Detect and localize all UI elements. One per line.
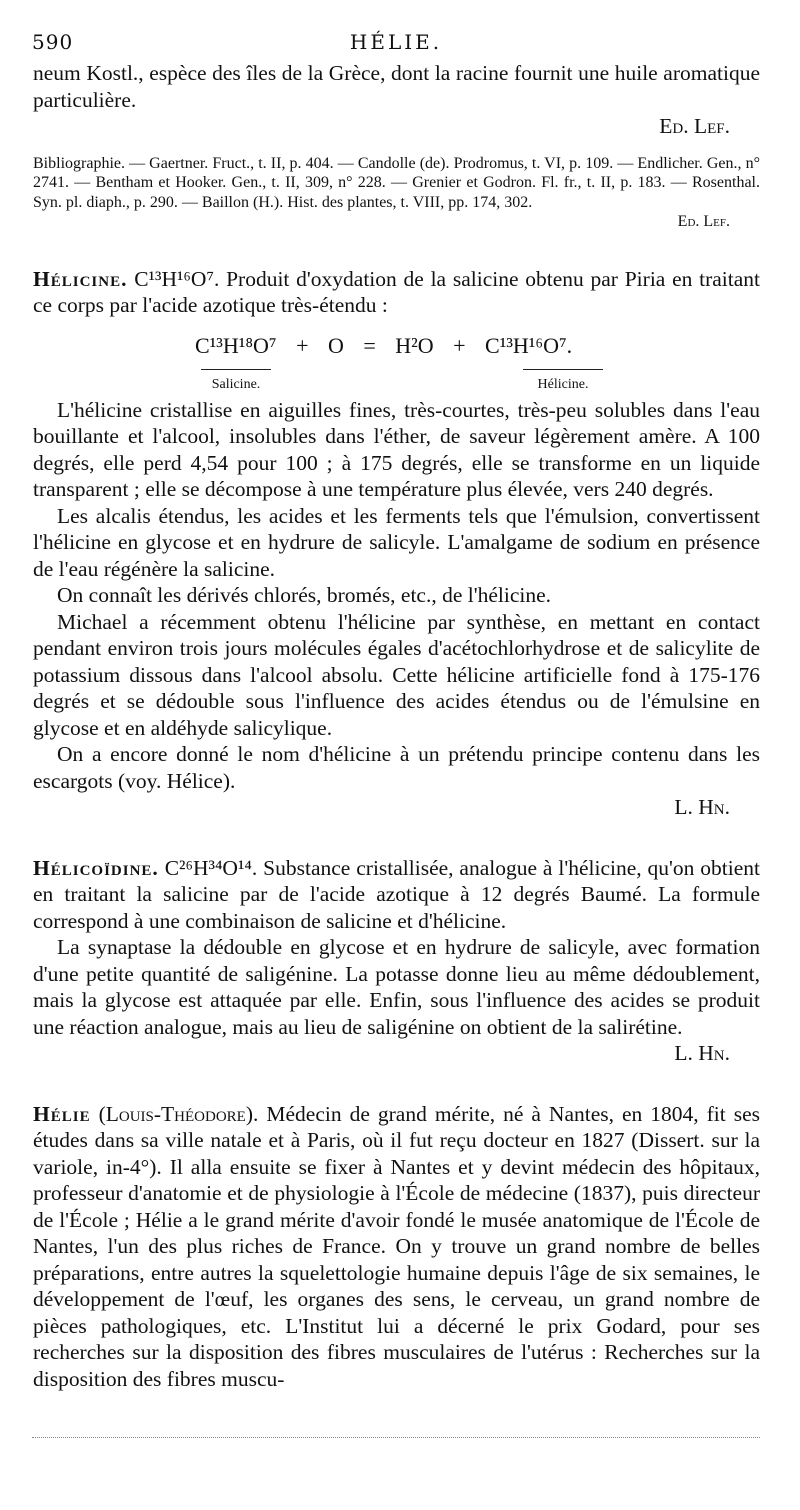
helicine-paragraph: On a encore donné le nom d'hélicine à un prétendu principe contenu dans les escargots (voy. Hélice). bbox=[33, 742, 760, 793]
helie-heading: Hélie bbox=[33, 1101, 91, 1126]
helicine-formula: C¹³H¹⁶O⁷. bbox=[134, 266, 220, 291]
helicine-paragraph: Michael a récemment obtenu l'hélicine par synthèse, en mettant en contact pendant environ trois jours molécules égales d'acétochlorhydrose et de salicylite de potassium dissous dans l'alcool absolu. Cette hélicine artificielle fond à 175-176 degrés et se dédouble sous l'influence des acides étendus ou de l'émulsine en glycose et en aldéhyde salicylique. bbox=[33, 609, 760, 740]
entry-helicoidine bbox=[33, 855, 760, 1067]
chemical-equation bbox=[33, 333, 760, 397]
helicine-intro bbox=[33, 266, 760, 319]
helicoidine-signature: L. Hn. bbox=[674, 1041, 730, 1065]
intro-paragraph: neum Kostl., espèce des îles de la Grèce, dont la racine fournit une huile aromatique particulière. bbox=[33, 61, 760, 112]
entry-helie bbox=[33, 1101, 760, 1393]
running-head: HÉLIE. bbox=[349, 30, 443, 54]
equation-line: C¹³H¹⁸O⁷ + O = H²O + C¹³H¹⁶O⁷. bbox=[195, 332, 573, 358]
helicine-paragraph: On connaît les dérivés chlorés, bromés, etc., de l'hélicine. bbox=[57, 583, 552, 607]
helicine-signature: L. Hn. bbox=[674, 795, 730, 819]
helicine-intro-text: Produit d'oxydation de la salicine obtenu par Piria en traitant ce corps par l'acide azotique très-étendu : bbox=[33, 266, 761, 317]
page-header bbox=[32, 30, 760, 60]
bibliography: Bibliographie. — Gaertner. Fruct., t. II, p. 404. — Candolle (de). Prodromus, t. VI, p. 109. — Endlicher. Gen., n° 2741. — Bentham et Hooker. Gen., t. II, 309, n° 228. — Grenier et Godron. Fl. fr., t. II, p. 183. — Rosenthal. Syn. pl. diaph., p. 290. — Baillon (H.). Hist. des plantes, t. VIII, pp. 174, 302. bbox=[33, 154, 760, 211]
intro-signature: Ed. Lef. bbox=[659, 114, 730, 138]
helicoidine-paragraph: La synaptase la dédouble en glycose et en hydrure de salicyle, avec formation d'une petite quantité de saligénine. La potasse donne lieu au même dédoublement, mais la glycose est attaquée par elle. Enfin, sous l'influence des acides se produit une réaction analogue, mais au lieu de saligénine on obtient de la salirétine. bbox=[33, 935, 760, 1039]
footer-rule bbox=[32, 1437, 760, 1438]
page-number: 590 bbox=[32, 30, 74, 54]
entry-helicine bbox=[33, 266, 760, 821]
bibliography-signature: Ed. Lef. bbox=[677, 213, 730, 230]
helicine-heading: Hélicine. bbox=[33, 266, 128, 291]
page-body bbox=[33, 60, 760, 1392]
helicine-paragraph: Les alcalis étendus, les acides et les ferments tels que l'émulsion, convertissent l'hélicine en glycose et en hydrure de salicyle. L'amalgame de sodium en présence de l'eau régénère la salicine. bbox=[33, 503, 760, 581]
helie-name: (Louis-Théodore). bbox=[98, 1101, 259, 1126]
helicoidine-heading: Hélicoïdine. bbox=[33, 855, 159, 880]
helicoidine-intro bbox=[33, 855, 760, 935]
helicoidine-formula: C²⁶H³⁴O¹⁴. bbox=[164, 855, 258, 880]
equation-label-helicine: Hélicine. bbox=[523, 369, 603, 399]
helicoidine-intro-text: Substance cristallisée, analogue à l'hélicine, qu'on obtient en traitant la salicine par de l'acide azotique à 12 degrés Baumé. La formule correspond à une combinaison de salicine et d'hélicine. bbox=[33, 855, 760, 933]
helie-text: Médecin de grand mérite, né à Nantes, en 1804, fit ses études dans sa ville natale et à Paris, où il fut reçu docteur en 1827 (Dissert. sur la variole, in-4°). Il alla ensuite se fixer à Nantes et y devint médecin des hôpitaux, professeur d'anatomie et de physiologie à l'École de médecine (1837), puis directeur de l'École ; Hélie a le grand mérite d'avoir fondé le musée anatomique de l'École de Nantes, l'un des plus riches de France. On y trouve un grand nombre de belles préparations, entre autres la squelettologie humaine depuis l'âge de six semaines, le développement de l'œuf, les organes des sens, le cerveau, un grand nombre de pièces pathologiques, etc. L'Institut lui a décerné le prix Godard, pour ses recherches sur la disposition des fibres musculaires de l'utérus : Recherches sur la disposition des fibres muscu- bbox=[33, 1101, 761, 1391]
helie-paragraph bbox=[33, 1101, 760, 1393]
helicine-paragraph: L'hélicine cristallise en aiguilles fines, très-courtes, très-peu solubles dans l'eau bouillante et l'alcool, insolubles dans l'éther, de saveur légèrement amère. A 100 degrés, elle perd 4,54 pour 100 ; à 175 degrés, elle se transforme en un liquide transparent ; elle se décompose à une température plus élevée, vers 240 degrés. bbox=[33, 397, 760, 501]
equation-label-salicine: Salicine. bbox=[201, 369, 271, 399]
